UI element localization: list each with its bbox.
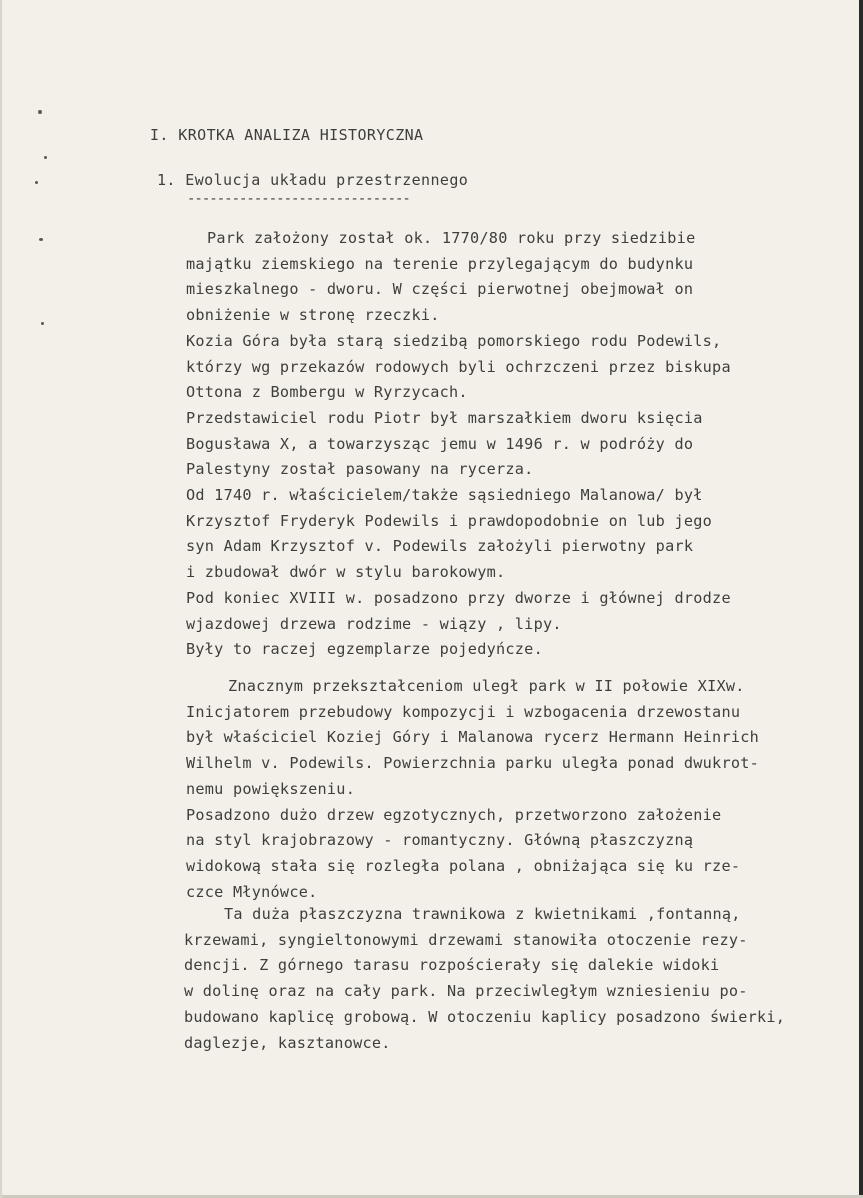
text-line: był właściciel Koziej Góry i Malanowa rycerz Hermann Heinrich: [186, 728, 760, 747]
text-line: Park założony został ok. 1770/80 roku przy siedzibie: [207, 229, 696, 247]
text-line: Od 1740 r. właścicielem/także sąsiedniego Malanowa/ był: [186, 486, 703, 504]
text-line: Krzysztof Fryderyk Podewils i prawdopodobnie on lub jego: [186, 511, 713, 530]
text-line: majątku ziemskiego na terenie przylegającym do budynku: [186, 254, 694, 273]
margin-mark: [41, 322, 44, 325]
text-line: którzy wg przekazów rodowych byli ochrzczeni przez biskupa: [186, 357, 731, 376]
text-line: Były to raczej egzemplarze pojedyńcze.: [186, 640, 543, 659]
text-line: obniżenie w stronę rzeczki.: [186, 306, 440, 325]
margin-mark: [38, 110, 42, 114]
text-line: czce Młynówce.: [186, 882, 318, 901]
margin-mark: [44, 156, 47, 159]
text-line: dencji. Z górnego tarasu rozpościerały się dalekie widoki: [184, 956, 720, 975]
text-line: wjazdowej drzewa rodzime - wiązy , lipy.: [186, 614, 562, 633]
text-line: nemu powiększeniu.: [186, 779, 356, 798]
subsection-title: 1. Ewolucja układu przestrzennego: [157, 171, 469, 189]
margin-mark: [35, 181, 38, 184]
text-line: Ottona z Bombergu w Ryrzycach.: [186, 383, 468, 402]
margin-mark: [39, 238, 43, 241]
text-line: na styl krajobrazowy - romantyczny. Główną płaszczyzną: [186, 831, 694, 850]
text-line: syn Adam Krzysztof v. Podewils założyli pierwotny park: [186, 537, 694, 556]
section-title: I. KROTKA ANALIZA HISTORYCZNA: [150, 126, 424, 144]
text-line: i zbudował dwór w stylu barokowym.: [186, 563, 506, 582]
text-line: Inicjatorem przebudowy kompozycji i wzbogacenia drzewostanu: [186, 702, 741, 721]
subsection-underline: ------------------------------: [187, 191, 410, 207]
text-line: krzewami, syngieltonowymi drzewami stanowiła otoczenie rezy-: [184, 930, 748, 949]
text-line: Palestyny został pasowany na rycerza.: [186, 460, 534, 479]
text-line: daglezje, kasztanowce.: [184, 1033, 391, 1052]
text-line: widokową stała się rozległa polana , obniżająca się ku rze-: [186, 856, 741, 875]
text-line: mieszkalnego - dworu. W części pierwotnej obejmował on: [186, 280, 694, 299]
text-line: Bogusława X, a towarzysząc jemu w 1496 r. w podróży do: [186, 434, 694, 453]
text-line: Pod koniec XVIII w. posadzono przy dworze i głównej drodze: [186, 588, 731, 607]
text-line: Kozia Góra była starą siedzibą pomorskiego rodu Podewils,: [186, 331, 722, 350]
text-line: Posadzono dużo drzew egzotycznych, przetworzono założenie: [186, 805, 722, 824]
text-line: Przedstawiciel rodu Piotr był marszałkiem dworu księcia: [186, 408, 703, 427]
text-line: budowano kaplicę grobową. W otoczeniu kaplicy posadzono świerki,: [184, 1007, 786, 1026]
page-edge-shadow: [859, 0, 863, 1198]
text-line: w dolinę oraz na cały park. Na przeciwległym wzniesieniu po-: [184, 982, 748, 1001]
text-line: Ta duża płaszczyzna trawnikowa z kwietnikami ,fontanną,: [224, 905, 741, 923]
text-line: Wilhelm v. Podewils. Powierzchnia parku uległa ponad dwukrot-: [186, 754, 760, 773]
text-line: Znacznym przekształceniom uległ park w II połowie XIXw.: [228, 677, 745, 695]
